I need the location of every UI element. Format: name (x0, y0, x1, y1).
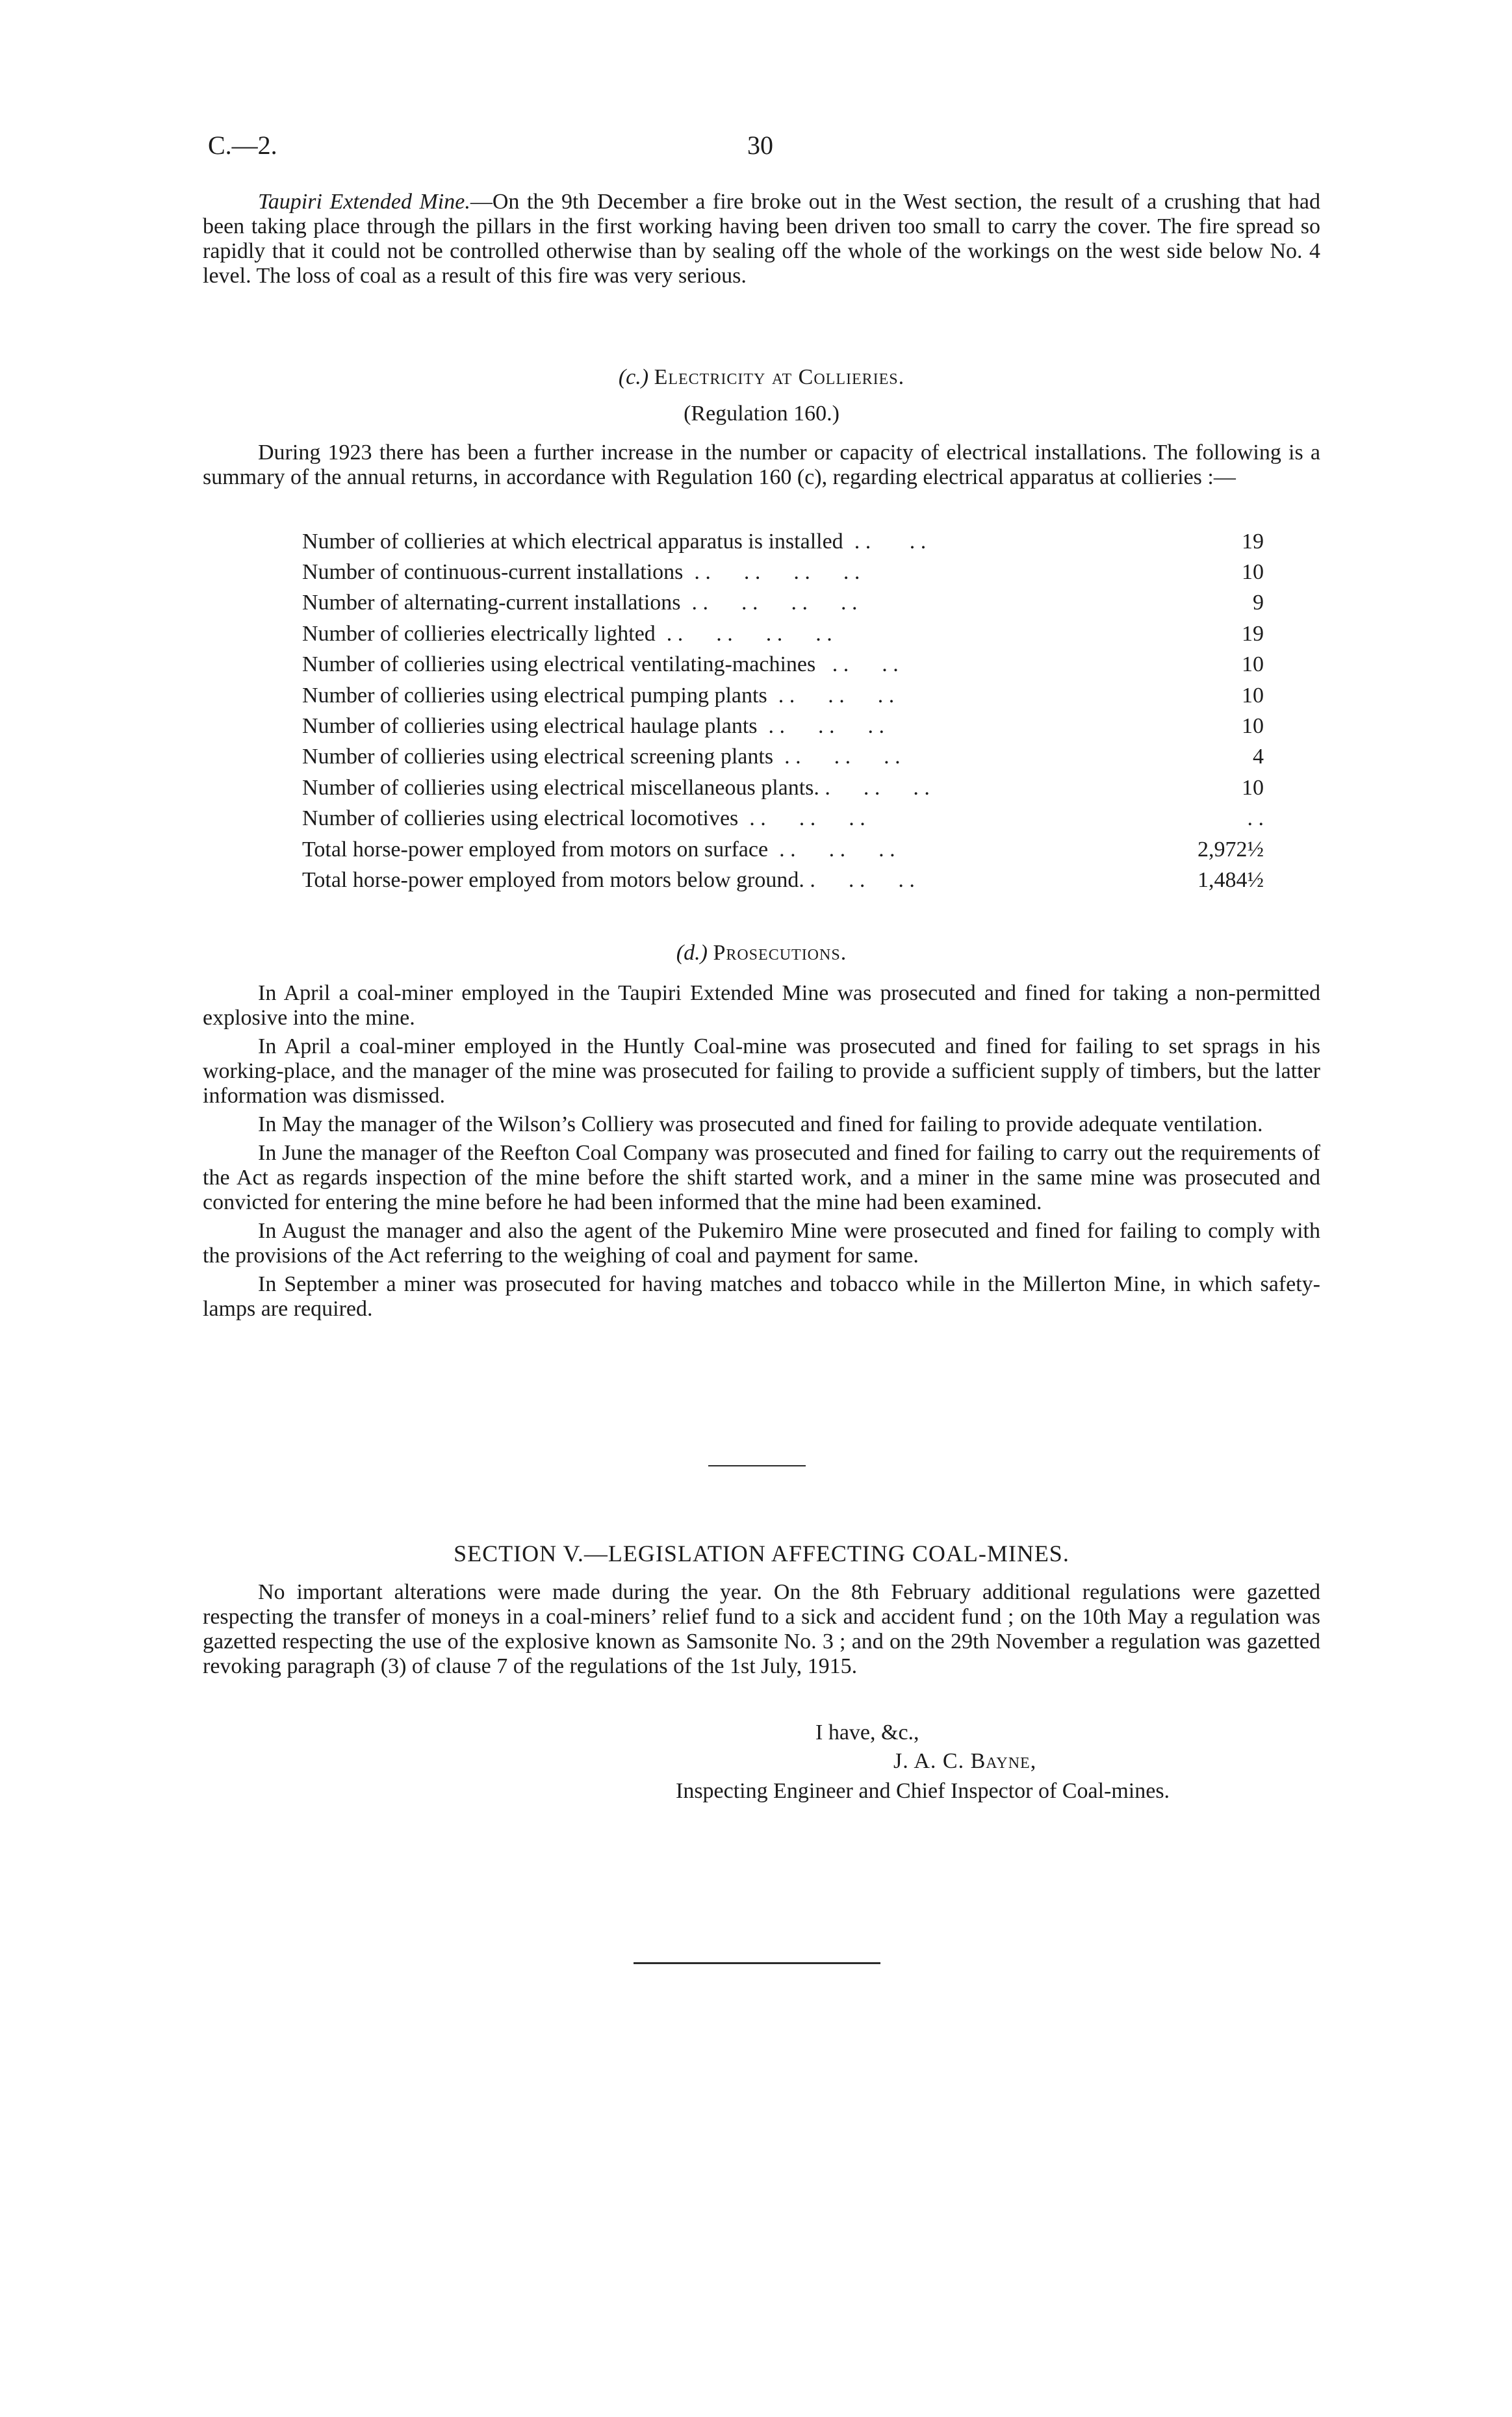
table-row (302, 557, 1264, 587)
prosecutions-heading-prefix: (d.) (676, 941, 708, 965)
row-label-cell (302, 680, 1179, 711)
row-value: 10 (1242, 775, 1264, 800)
row-label: Number of collieries using electrical locomotives (302, 806, 739, 831)
prosecutions-heading (203, 941, 1320, 966)
dot-leaders: . . . . . . . . (680, 591, 858, 615)
row-value: 4 (1253, 745, 1264, 769)
row-label: Number of collieries using electrical miscellaneous plants (302, 775, 814, 800)
row-value: 10 (1242, 652, 1264, 677)
dot-leaders: . . . . . . (768, 837, 895, 862)
dot-leaders: . . . . (843, 529, 927, 554)
prosecution-paragraph: In June the manager of the Reefton Coal Company was prosecuted and fined for failing to carry out the requirements of the Act as regards inspection of the mine before the shift started work, and a miner in the same mine was prosecuted and convicted for entering the mine before he had been informed that the mine had been examined. (203, 1141, 1320, 1214)
dot-leaders: . . . . . . . . (683, 560, 860, 585)
taupiri-paragraph-block (203, 190, 1320, 292)
table-row (302, 865, 1264, 895)
legislation-paragraph: No important alterations were made during the year. On the 8th February additional regulations were gazetted respecting the transfer of moneys in a coal-miners’ relief fund to a sick and accident fund ; on the 10th May a regulation was gazetted respecting the use of the explosive known as Samsonite No. 3 ; and on the 29th November a regulation was gazetted revoking paragraph (3) of clause 7 of the regulations of the 1st July, 1915. (203, 1580, 1320, 1678)
document-reference: C.—2. (208, 131, 277, 160)
table-row (302, 773, 1264, 803)
row-value: 19 (1242, 529, 1264, 554)
table-row (302, 588, 1264, 619)
dot-leaders: . . . . . . . . (655, 621, 832, 646)
dot-leaders: . . . . . . (799, 867, 915, 892)
row-label: Number of collieries using electrical pumping plants (302, 683, 767, 708)
table-row (302, 650, 1264, 680)
dot-leaders: . . . . . . (767, 683, 895, 708)
row-label-cell (302, 619, 1179, 649)
taupiri-text: —On the 9th December a fire broke out in the West section, the result of a crushing that had been taking place through the pillars in the first working having been driven too small to carry the cover. The fire spread so rapidly that it could not be controlled otherwise than by sealing off the whole of the workings on the west side below No. 4 level. The loss of coal as a result of this fire was very serious. (203, 190, 1320, 288)
row-label-cell (302, 834, 1179, 865)
electricity-intro: During 1923 there has been a further increase in the number or capacity of electrical installations. The following is a summary of the annual returns, in accordance with Regulation 160 (c), regarding electrical apparatus at collieries :— (203, 441, 1320, 489)
dot-leaders: . . . . . . (773, 745, 901, 769)
row-label-cell (302, 865, 1179, 895)
row-value: 2,972½ (1198, 837, 1264, 862)
row-label: Number of collieries using electrical haulage plants (302, 714, 758, 739)
electricity-heading-text: Electricity at Collieries. (654, 365, 905, 389)
row-label: Number of collieries using electrical ventilating-machines (302, 652, 816, 677)
table-row (302, 742, 1264, 773)
prosecution-paragraph: In August the manager and also the agent of the Pukemiro Mine were prosecuted and fined for failing to comply with the provisions of the Act referring to the weighing of coal and payment for same. (203, 1219, 1320, 1268)
row-label-cell (302, 526, 1179, 557)
row-value: . . (1247, 806, 1264, 831)
row-label-cell (302, 742, 1179, 773)
electricity-subheading: (Regulation 160.) (684, 402, 839, 426)
row-label: Number of continuous-current installations (302, 560, 684, 585)
table-row (302, 834, 1264, 865)
row-value: 1,484½ (1198, 867, 1264, 892)
row-label-cell (302, 650, 1179, 680)
table-row (302, 680, 1264, 711)
table-row (302, 711, 1264, 741)
row-label-cell (302, 588, 1179, 619)
row-label-cell (302, 773, 1179, 803)
table-row (302, 526, 1264, 557)
prosecution-paragraph: In May the manager of the Wilson’s Colliery was prosecuted and fined for failing to provide adequate ventilation. (258, 1112, 1263, 1136)
electrical-summary-table (302, 526, 1264, 896)
prosecution-paragraph: In April a coal-miner employed in the Huntly Coal-mine was prosecuted and fined for failing to set sprags in his working-place, and the manager of the mine was prosecuted for failing to provide a sufficient supply of timbers, but the latter information was dismissed. (203, 1034, 1320, 1108)
taupiri-paragraph (203, 190, 1320, 288)
prosecutions-heading-text: Prosecutions. (713, 941, 847, 965)
row-label: Number of alternating-current installations (302, 591, 681, 615)
end-rule (634, 1962, 880, 1964)
row-label: Number of collieries at which electrical apparatus is installed (302, 529, 843, 554)
row-value: 9 (1253, 591, 1264, 615)
taupiri-lead: Taupiri Extended Mine. (258, 190, 470, 214)
row-value: 10 (1242, 714, 1264, 739)
section-title: SECTION V.—LEGISLATION AFFECTING COAL-MINES. (454, 1541, 1070, 1567)
page-number: 30 (747, 131, 773, 160)
row-value: 10 (1242, 683, 1264, 708)
dot-leaders: . . . . . . (814, 775, 930, 800)
prosecution-paragraph: In April a coal-miner employed in the Taupiri Extended Mine was prosecuted and fined for taking a non-permitted explosive into the mine. (203, 981, 1320, 1030)
dot-leaders: . . . . . . (738, 806, 865, 831)
signature-title: Inspecting Engineer and Chief Inspector of Coal-mines. (676, 1779, 1170, 1803)
table-row (302, 804, 1264, 834)
signature-closing: I have, &c., (815, 1720, 919, 1745)
row-value: 19 (1242, 621, 1264, 646)
row-label: Total horse-power employed from motors below ground (302, 867, 799, 892)
electricity-heading-prefix: (c.) (618, 365, 649, 389)
row-label: Number of collieries using electrical screening plants (302, 745, 774, 769)
legislation-block (203, 1580, 1320, 1683)
row-label: Number of collieries electrically lighted (302, 621, 656, 646)
prosecution-paragraph: In September a miner was prosecuted for having matches and tobacco while in the Millerton Mine, in which safety-lamps are required. (203, 1272, 1320, 1321)
table-row (302, 619, 1264, 649)
electricity-heading (203, 365, 1320, 390)
dot-leaders: . . . . (815, 652, 899, 677)
dot-leaders: . . . . . . (757, 714, 885, 739)
row-label: Total horse-power employed from motors on surface (302, 837, 769, 862)
row-value: 10 (1242, 560, 1264, 585)
row-label-cell (302, 804, 1179, 834)
row-label-cell (302, 557, 1179, 587)
prosecutions-block (203, 981, 1320, 1325)
electricity-intro-block (203, 441, 1320, 494)
row-label-cell (302, 711, 1179, 741)
section-divider (708, 1465, 806, 1466)
signature-name: J. A. C. Bayne, (893, 1749, 1037, 1773)
